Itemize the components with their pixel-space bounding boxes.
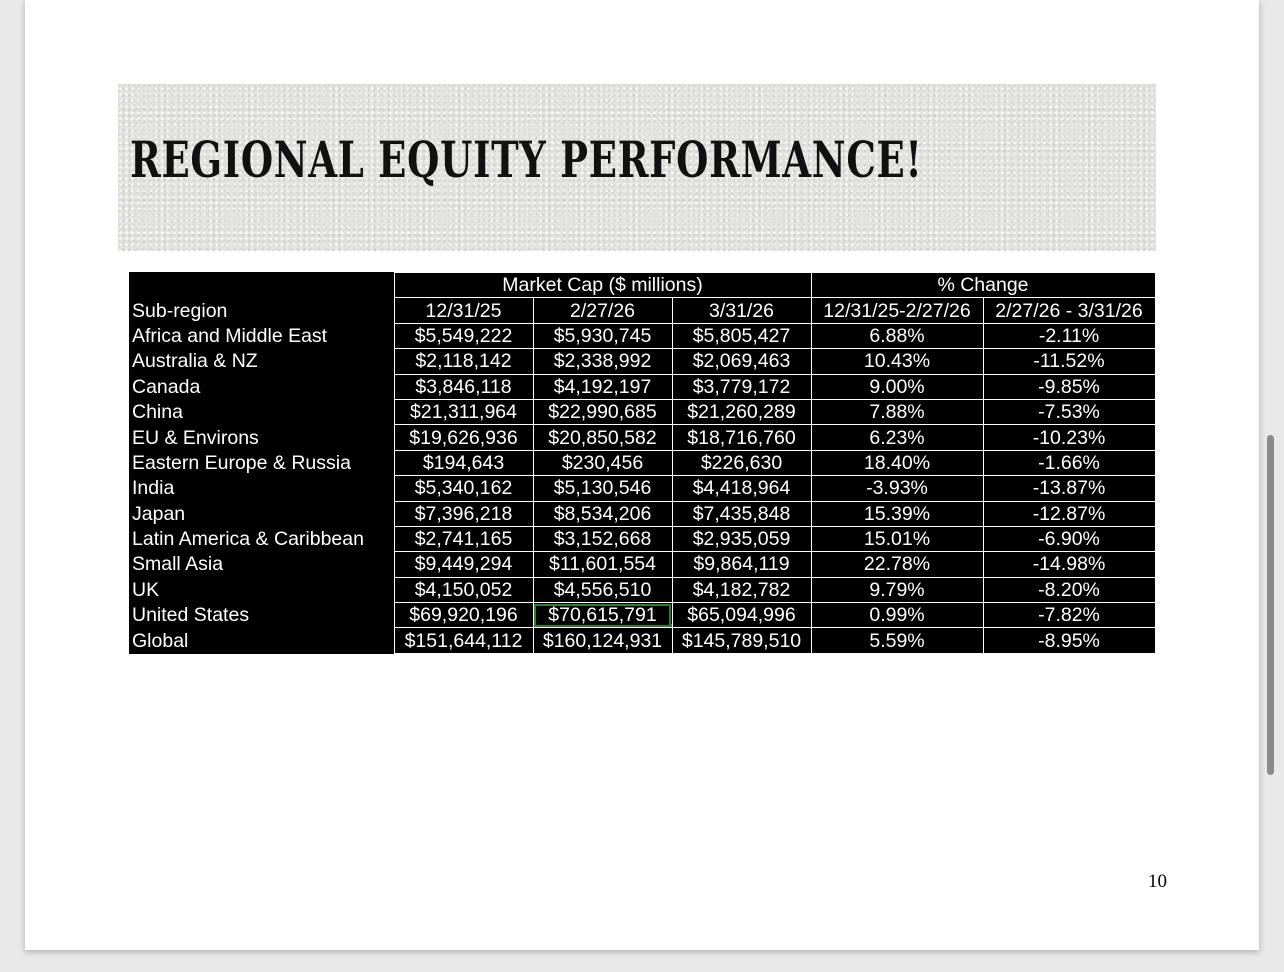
table-row [129,425,1155,450]
table-row [129,349,1155,374]
sub-region-cell[interactable]: Canada [129,374,394,399]
table-row [129,628,1155,653]
market-cap-2-27-26-cell[interactable]: $4,192,197 [533,374,672,399]
market-cap-3-31-26-cell[interactable]: $145,789,510 [672,628,811,653]
sub-region-cell[interactable]: Global [129,628,394,653]
market-cap-3-31-26-cell[interactable]: $7,435,848 [672,501,811,526]
market-cap-3-31-26-cell[interactable]: $65,094,996 [672,603,811,628]
sub-region-cell[interactable]: United States [129,603,394,628]
sub-region-cell[interactable]: Japan [129,501,394,526]
market-cap-3-31-26-cell[interactable]: $5,805,427 [672,323,811,348]
change-q2-cell[interactable]: -10.23% [983,425,1155,450]
change-q1-cell[interactable]: -3.93% [811,476,983,501]
market-cap-3-31-26-cell[interactable]: $3,779,172 [672,374,811,399]
table-row [129,399,1155,424]
change-q2-cell[interactable]: -1.66% [983,450,1155,475]
market-cap-12-31-25-cell[interactable]: $194,643 [394,450,533,475]
sub-region-cell[interactable]: Australia & NZ [129,349,394,374]
table-row [129,374,1155,399]
column-header-12-31-25[interactable]: 12/31/25 [394,298,533,323]
slide-title: REGIONAL EQUITY PERFORMANCE! [130,130,923,189]
market-cap-group-header[interactable]: Market Cap ($ millions) [394,273,811,298]
sub-region-cell[interactable]: EU & Environs [129,425,394,450]
market-cap-3-31-26-cell[interactable]: $9,864,119 [672,552,811,577]
market-cap-12-31-25-cell[interactable]: $19,626,936 [394,425,533,450]
change-q1-cell[interactable]: 9.00% [811,374,983,399]
pct-change-group-header[interactable]: % Change [811,273,1155,298]
change-q2-cell[interactable]: -14.98% [983,552,1155,577]
table-row [129,577,1155,602]
table-body [129,323,1155,653]
change-q1-cell[interactable]: 22.78% [811,552,983,577]
change-q1-cell[interactable]: 6.88% [811,323,983,348]
table-row [129,450,1155,475]
title-banner [118,84,1156,251]
market-cap-12-31-25-cell[interactable]: $4,150,052 [394,577,533,602]
change-q2-cell[interactable]: -6.90% [983,526,1155,551]
market-cap-12-31-25-cell[interactable]: $151,644,112 [394,628,533,653]
sub-region-cell[interactable]: Africa and Middle East [129,323,394,348]
header-corner [129,273,394,298]
equity-table-container [129,272,1155,654]
sub-region-cell[interactable]: Eastern Europe & Russia [129,450,394,475]
market-cap-2-27-26-cell[interactable]: $11,601,554 [533,552,672,577]
market-cap-12-31-25-cell[interactable]: $2,118,142 [394,349,533,374]
change-q2-cell[interactable]: -11.52% [983,349,1155,374]
fill-handle[interactable] [669,624,673,628]
sub-region-cell[interactable]: India [129,476,394,501]
market-cap-2-27-26-cell[interactable]: $2,338,992 [533,349,672,374]
market-cap-12-31-25-cell[interactable]: $5,549,222 [394,323,533,348]
market-cap-2-27-26-cell[interactable]: $5,130,546 [533,476,672,501]
table-row [129,552,1155,577]
vertical-scrollbar-thumb[interactable] [1267,435,1274,775]
market-cap-12-31-25-cell[interactable]: $2,741,165 [394,526,533,551]
change-q1-cell[interactable]: 6.23% [811,425,983,450]
market-cap-12-31-25-cell[interactable]: $21,311,964 [394,399,533,424]
sub-region-cell[interactable]: Latin America & Caribbean [129,526,394,551]
change-q2-cell[interactable]: -8.95% [983,628,1155,653]
column-header-change-q1[interactable]: 12/31/25-2/27/26 [811,298,983,323]
column-header-sub-region[interactable]: Sub-region [129,298,394,323]
market-cap-2-27-26-cell[interactable]: $22,990,685 [533,399,672,424]
market-cap-2-27-26-cell[interactable]: $3,152,668 [533,526,672,551]
change-q2-cell[interactable]: -8.20% [983,577,1155,602]
table-row [129,476,1155,501]
sub-region-cell[interactable]: Small Asia [129,552,394,577]
market-cap-2-27-26-cell[interactable]: $20,850,582 [533,425,672,450]
market-cap-3-31-26-cell[interactable]: $2,069,463 [672,349,811,374]
market-cap-2-27-26-cell[interactable]: $70,615,791 [533,603,672,628]
market-cap-2-27-26-cell[interactable]: $5,930,745 [533,323,672,348]
change-q2-cell[interactable]: -7.82% [983,603,1155,628]
market-cap-2-27-26-cell[interactable]: $230,456 [533,450,672,475]
change-q1-cell[interactable]: 0.99% [811,603,983,628]
sub-region-cell[interactable]: UK [129,577,394,602]
change-q1-cell[interactable]: 9.79% [811,577,983,602]
column-header-row [129,298,1155,323]
market-cap-12-31-25-cell[interactable]: $3,846,118 [394,374,533,399]
market-cap-12-31-25-cell[interactable]: $69,920,196 [394,603,533,628]
column-header-change-q2[interactable]: 2/27/26 - 3/31/26 [983,298,1155,323]
table-row [129,526,1155,551]
page-number: 10 [1148,871,1167,892]
market-cap-2-27-26-cell[interactable]: $160,124,931 [533,628,672,653]
column-header-2-27-26[interactable]: 2/27/26 [533,298,672,323]
change-q2-cell[interactable]: -12.87% [983,501,1155,526]
change-q1-cell[interactable]: 15.39% [811,501,983,526]
slide [25,0,1259,950]
change-q2-cell[interactable]: -2.11% [983,323,1155,348]
market-cap-3-31-26-cell[interactable]: $226,630 [672,450,811,475]
change-q1-cell[interactable]: 10.43% [811,349,983,374]
column-header-3-31-26[interactable]: 3/31/26 [672,298,811,323]
change-q1-cell[interactable]: 5.59% [811,628,983,653]
market-cap-3-31-26-cell[interactable]: $2,935,059 [672,526,811,551]
market-cap-12-31-25-cell[interactable]: $5,340,162 [394,476,533,501]
regional-equity-table [129,272,1156,654]
market-cap-3-31-26-cell[interactable]: $21,260,289 [672,399,811,424]
market-cap-3-31-26-cell[interactable]: $4,182,782 [672,577,811,602]
change-q2-cell[interactable]: -7.53% [983,399,1155,424]
table-row [129,603,1155,628]
group-header-row [129,273,1155,298]
market-cap-12-31-25-cell[interactable]: $7,396,218 [394,501,533,526]
market-cap-12-31-25-cell[interactable]: $9,449,294 [394,552,533,577]
table-row [129,501,1155,526]
sub-region-cell[interactable]: China [129,399,394,424]
table-row [129,323,1155,348]
market-cap-2-27-26-cell[interactable]: $4,556,510 [533,577,672,602]
market-cap-3-31-26-cell[interactable]: $18,716,760 [672,425,811,450]
market-cap-2-27-26-cell[interactable]: $8,534,206 [533,501,672,526]
change-q1-cell[interactable]: 7.88% [811,399,983,424]
change-q1-cell[interactable]: 15.01% [811,526,983,551]
change-q2-cell[interactable]: -9.85% [983,374,1155,399]
change-q2-cell[interactable]: -13.87% [983,476,1155,501]
change-q1-cell[interactable]: 18.40% [811,450,983,475]
market-cap-3-31-26-cell[interactable]: $4,418,964 [672,476,811,501]
